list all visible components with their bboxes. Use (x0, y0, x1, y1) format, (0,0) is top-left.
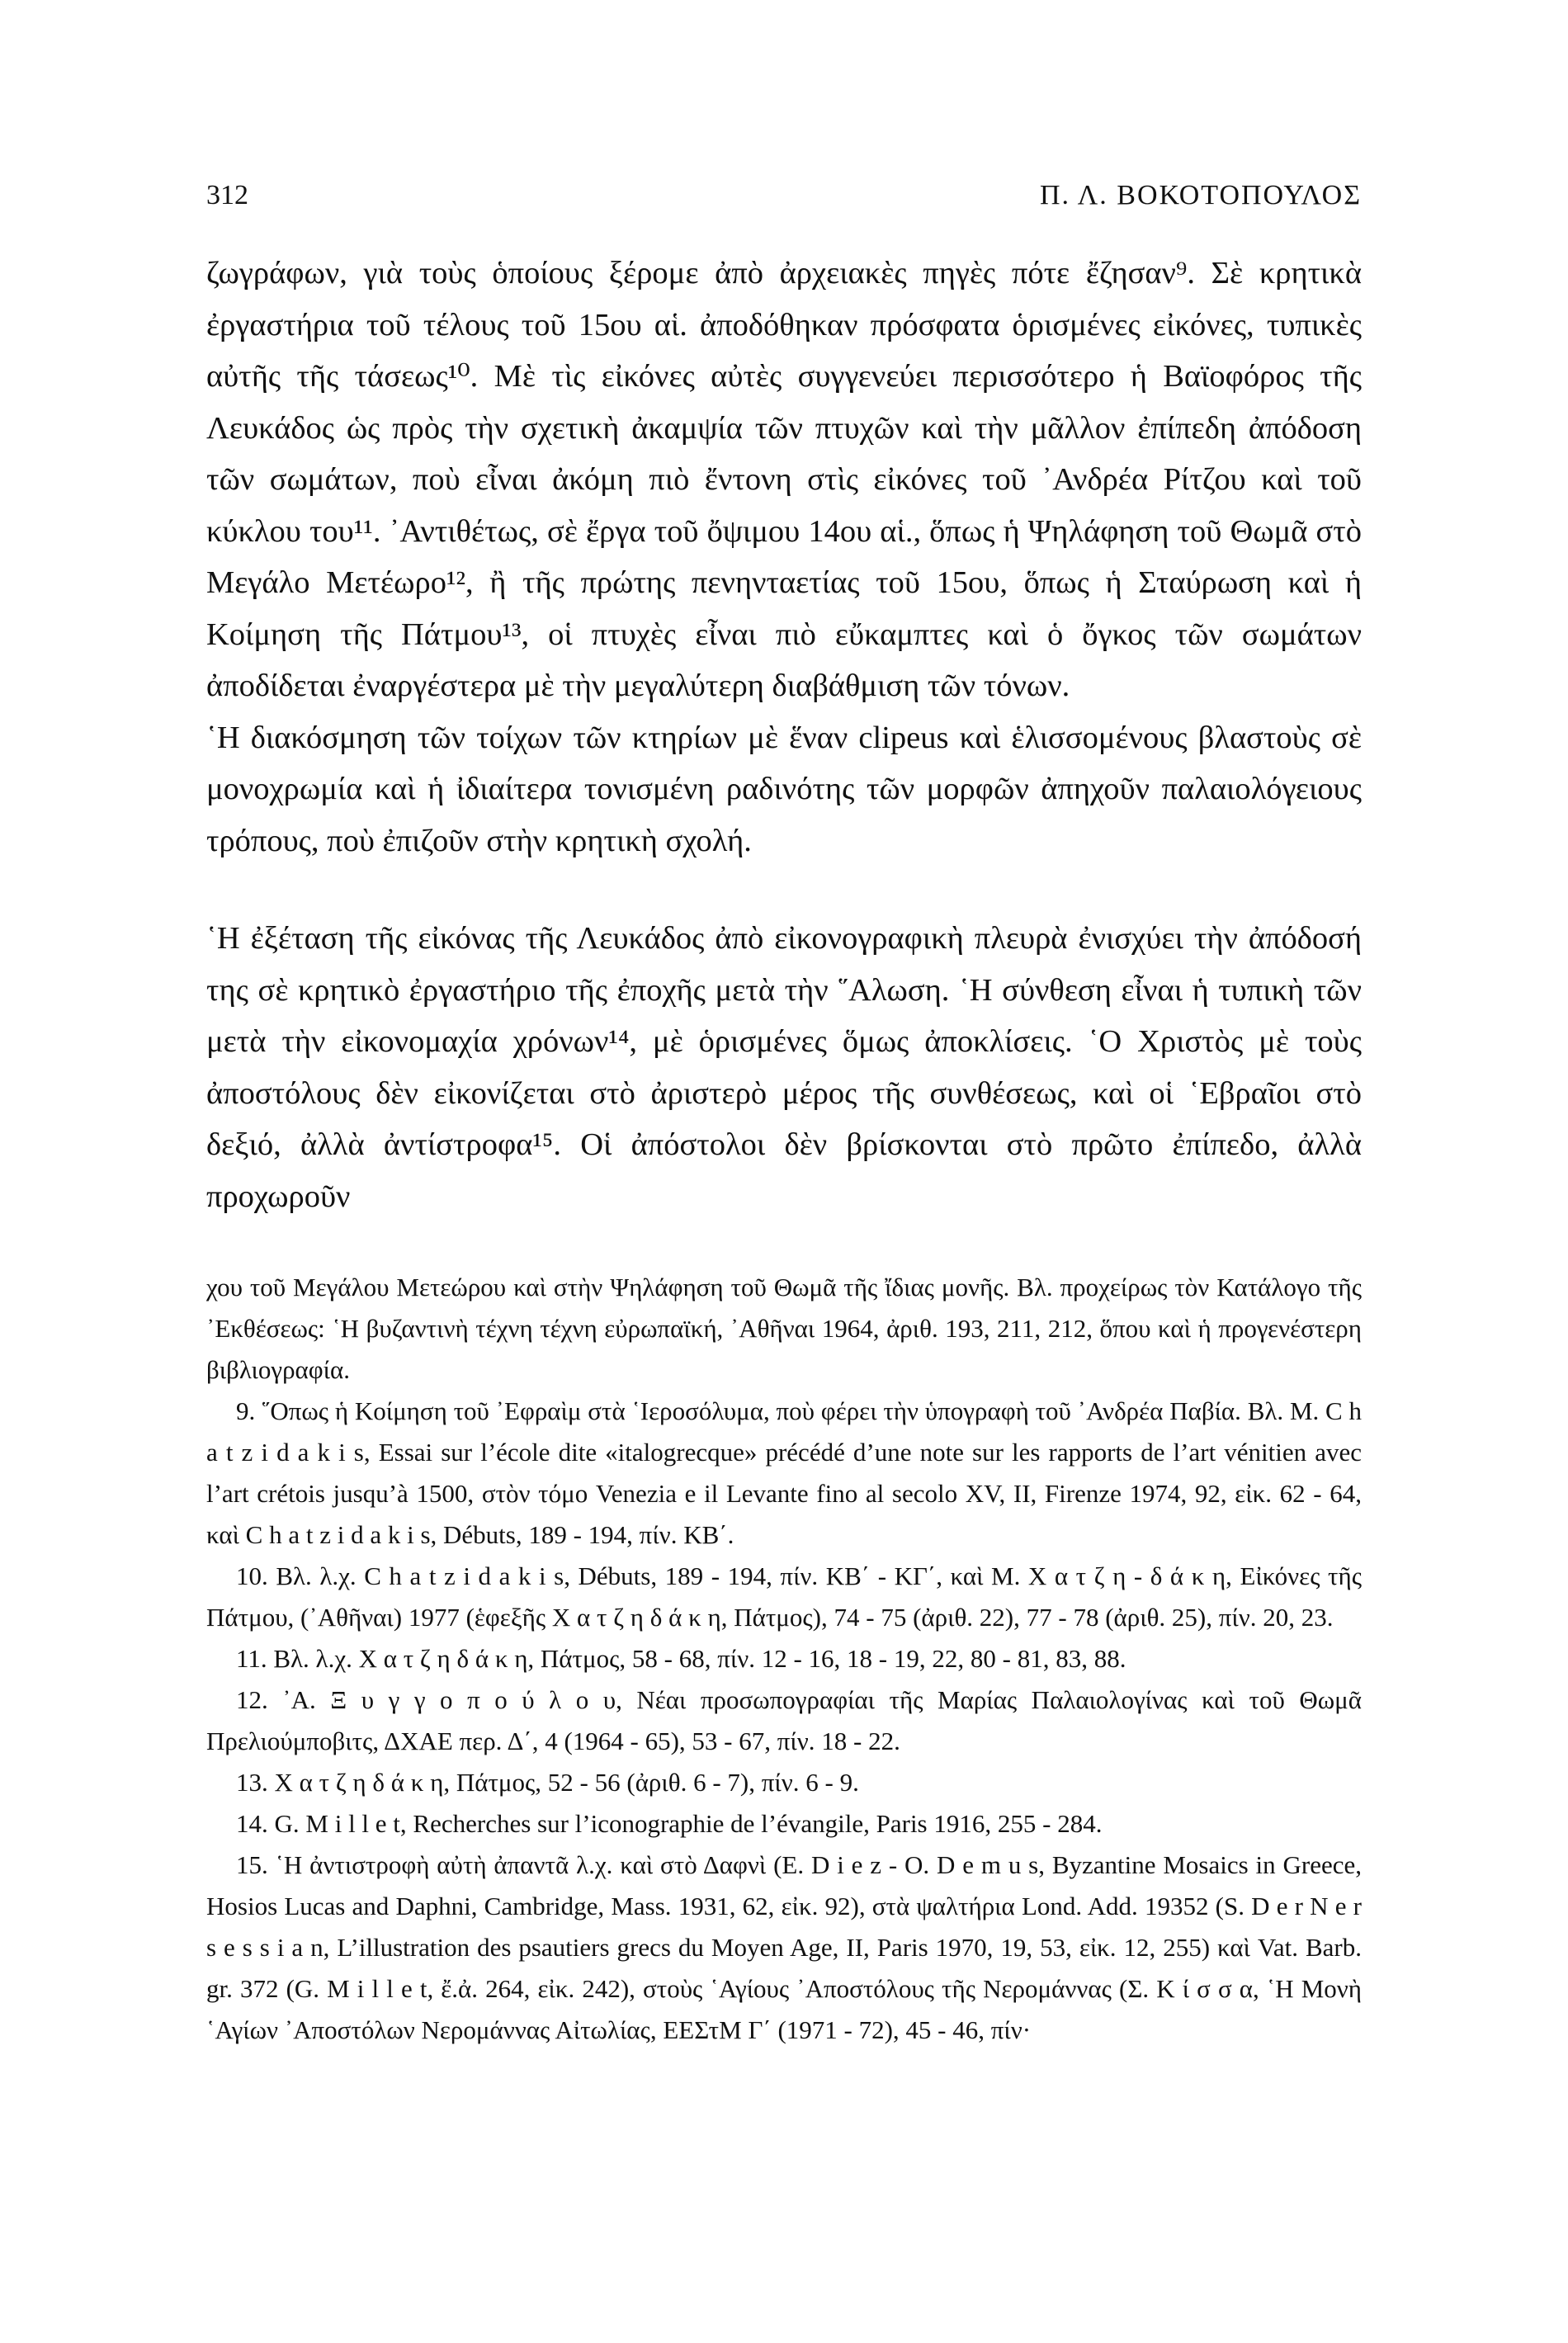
running-head: Π. Λ. ΒΟΚΟΤΟΠΟΥΛΟΣ (1039, 180, 1362, 210)
footnote: 14. G. M i l l e t, Recherches sur l’iconographie de l’évangile, Paris 1916, 255 - 284. (236, 1809, 1103, 1838)
footnote: 13. Χ α τ ζ η δ ά κ η, Πάτμος, 52 - 56 (ἀριθ. 6 - 7), πίν. 6 - 9. (236, 1768, 859, 1797)
footnote-continuation: χου τοῦ Μεγάλου Μετεώρου καὶ στὴν Ψηλάφηση τοῦ Θωμᾶ τῆς ἴδιας μονῆς. Βλ. προχείρως τὸν Κατάλογο τῆς ᾿Εκθέσεως: ῾Η βυζαντινὴ τέχνη τέχνη εὐρωπαϊκή, ᾿Αθῆναι 1964, ἀριθ. 193, 211, 212, ὅπου καὶ ἡ προγενέστερη βιβλιογραφία. (206, 1273, 1362, 1384)
footnote: 12. ᾿Α. Ξ υ γ γ ο π ο ύ λ ο υ, Νέαι προσωπογραφίαι τῆς Μαρίας Παλαιολογίνας καὶ τοῦ Θωμᾶ Πρελιούμποβιτς, ΔΧΑΕ περ. Δ΄, 4 (1964 - 65), 53 - 67, πίν. 18 - 22. (206, 1685, 1362, 1755)
page-header (206, 180, 1362, 211)
page-number: 312 (206, 180, 248, 210)
paragraph: ζωγράφων, γιὰ τοὺς ὁποίους ξέρομε ἀπὸ ἀρχειακὲς πηγὲς πότε ἔζησαν⁹. Σὲ κρητικὰ ἐργαστήρια τοῦ τέλους τοῦ 15ου αἱ. ἀποδόθηκαν πρόσφατα ὁρισμένες εἰκόνες, τυπικὲς αὐτῆς τῆς τάσεως¹⁰. Μὲ τὶς εἰκόνες αὐτὲς συγγενεύει περισσότερο ἡ Βαϊοφόρος τῆς Λευκάδος ὡς πρὸς τὴν σχετικὴ ἀκαμψία τῶν πτυχῶν καὶ τὴν μᾶλλον ἐπίπεδη ἀπόδοση τῶν σωμάτων, ποὺ εἶναι ἀκόμη πιὸ ἔντονη στὶς εἰκόνες τοῦ ᾿Ανδρέα Ρίτζου καὶ τοῦ κύκλου του¹¹. ᾿Αντιθέτως, σὲ ἔργα τοῦ ὄψιμου 14ου αἱ., ὅπως ἡ Ψηλάφηση τοῦ Θωμᾶ στὸ Μεγάλο Μετέωρο¹², ἢ τῆς πρώτης πενηνταετίας τοῦ 15ου, ὅπως ἡ Σταύρωση καὶ ἡ Κοίμηση τῆς Πάτμου¹³, οἱ πτυχὲς εἶναι πιὸ εὔκαμπτες καὶ ὁ ὄγκος τῶν σωμάτων ἀποδίδεται ἐναργέστερα μὲ τὴν μεγαλύτερη διαβάθμιση τῶν τόνων. (206, 256, 1362, 703)
footnote: 9. ῞Οπως ἡ Κοίμηση τοῦ ᾿Εφραὶμ στὰ ῾Ιεροσόλυμα, ποὺ φέρει τὴν ὑπογραφὴ τοῦ ᾿Ανδρέα Παβία. Βλ. M. C h a t z i d a k i s, Essai sur l’école dite «italogrecque» précédé d’une note sur les rapports de l’art vénitien avec l’art crétois jusqu’à 1500, στὸν τόμο Venezia e il Levante fino al secolo XV, II, Firenze 1974, 92, εἰκ. 62 - 64, καὶ C h a t z i d a k i s, Débuts, 189 - 194, πίν. ΚΒ΄. (206, 1396, 1362, 1549)
main-text (206, 248, 1362, 1222)
paragraph: ῾Η ἐξέταση τῆς εἰκόνας τῆς Λευκάδος ἀπὸ εἰκονογραφικὴ πλευρὰ ἐνισχύει τὴν ἀπόδοσή της σὲ κρητικὸ ἐργαστήριο τῆς ἐποχῆς μετὰ τὴν ῞Αλωση. ῾Η σύνθεση εἶναι ἡ τυπικὴ τῶν μετὰ τὴν εἰκονομαχία χρόνων¹⁴, μὲ ὁρισμένες ὅμως ἀποκλίσεις. ῾Ο Χριστὸς μὲ τοὺς ἀποστόλους δὲν εἰκονίζεται στὸ ἀριστερὸ μέρος τῆς συνθέσεως, καὶ οἱ ῾Εβραῖοι στὸ δεξιό, ἀλλὰ ἀντίστροφα¹⁵. Οἱ ἀπόστολοι δὲν βρίσκονται στὸ πρῶτο ἐπίπεδο, ἀλλὰ προχωροῦν (206, 921, 1362, 1214)
footnote: 11. Βλ. λ.χ. Χ α τ ζ η δ ά κ η, Πάτμος, 58 - 68, πίν. 12 - 16, 18 - 19, 22, 80 - 81, 83, 88. (236, 1644, 1126, 1673)
paragraph: ῾Η διακόσμηση τῶν τοίχων τῶν κτηρίων μὲ ἕναν clipeus καὶ ἑλισσομένους βλαστοὺς σὲ μονοχρωμία καὶ ἡ ἰδιαίτερα τονισμένη ραδινότης τῶν μορφῶν ἀπηχοῦν παλαιολόγειους τρόπους, ποὺ ἐπιζοῦν στὴν κρητικὴ σχολή. (206, 720, 1362, 858)
footnote: 10. Βλ. λ.χ. C h a t z i d a k i s, Débuts, 189 - 194, πίν. ΚΒ΄ - ΚΓ΄, καὶ Μ. Χ α τ ζ η - δ ά κ η, Εἰκόνες τῆς Πάτμου, (᾿Αθῆναι) 1977 (ἑφεξῆς Χ α τ ζ η δ ά κ η, Πάτμος), 74 - 75 (ἀριθ. 22), 77 - 78 (ἀριθ. 25), πίν. 20, 23. (206, 1561, 1362, 1632)
footnote: 15. ῾Η ἀντιστροφὴ αὐτὴ ἀπαντᾶ λ.χ. καὶ στὸ Δαφνὶ (E. D i e z - O. D e m u s, Byzantine Mosaics in Greece, Hosios Lucas and Daphni, Cambridge, Mass. 1931, 62, εἰκ. 92), στὰ ψαλτήρια Lond. Add. 19352 (S. D e r N e r s e s s i a n, L’illustration des psautiers grecs du Moyen Age, II, Paris 1970, 19, 53, εἰκ. 12, 255) καὶ Vat. Barb. gr. 372 (G. M i l l e t, ἔ.ἀ. 264, εἰκ. 242), στοὺς ῾Αγίους ᾿Αποστόλους τῆς Νερομάννας (Σ. Κ ί σ σ α, ῾Η Μονὴ ῾Αγίων ᾿Αποστόλων Νερομάννας Αἰτωλίας, ΕΕΣτΜ Γ΄ (1971 - 72), 45 - 46, πίν· (206, 1850, 1362, 2044)
footnotes (206, 1267, 1362, 2051)
